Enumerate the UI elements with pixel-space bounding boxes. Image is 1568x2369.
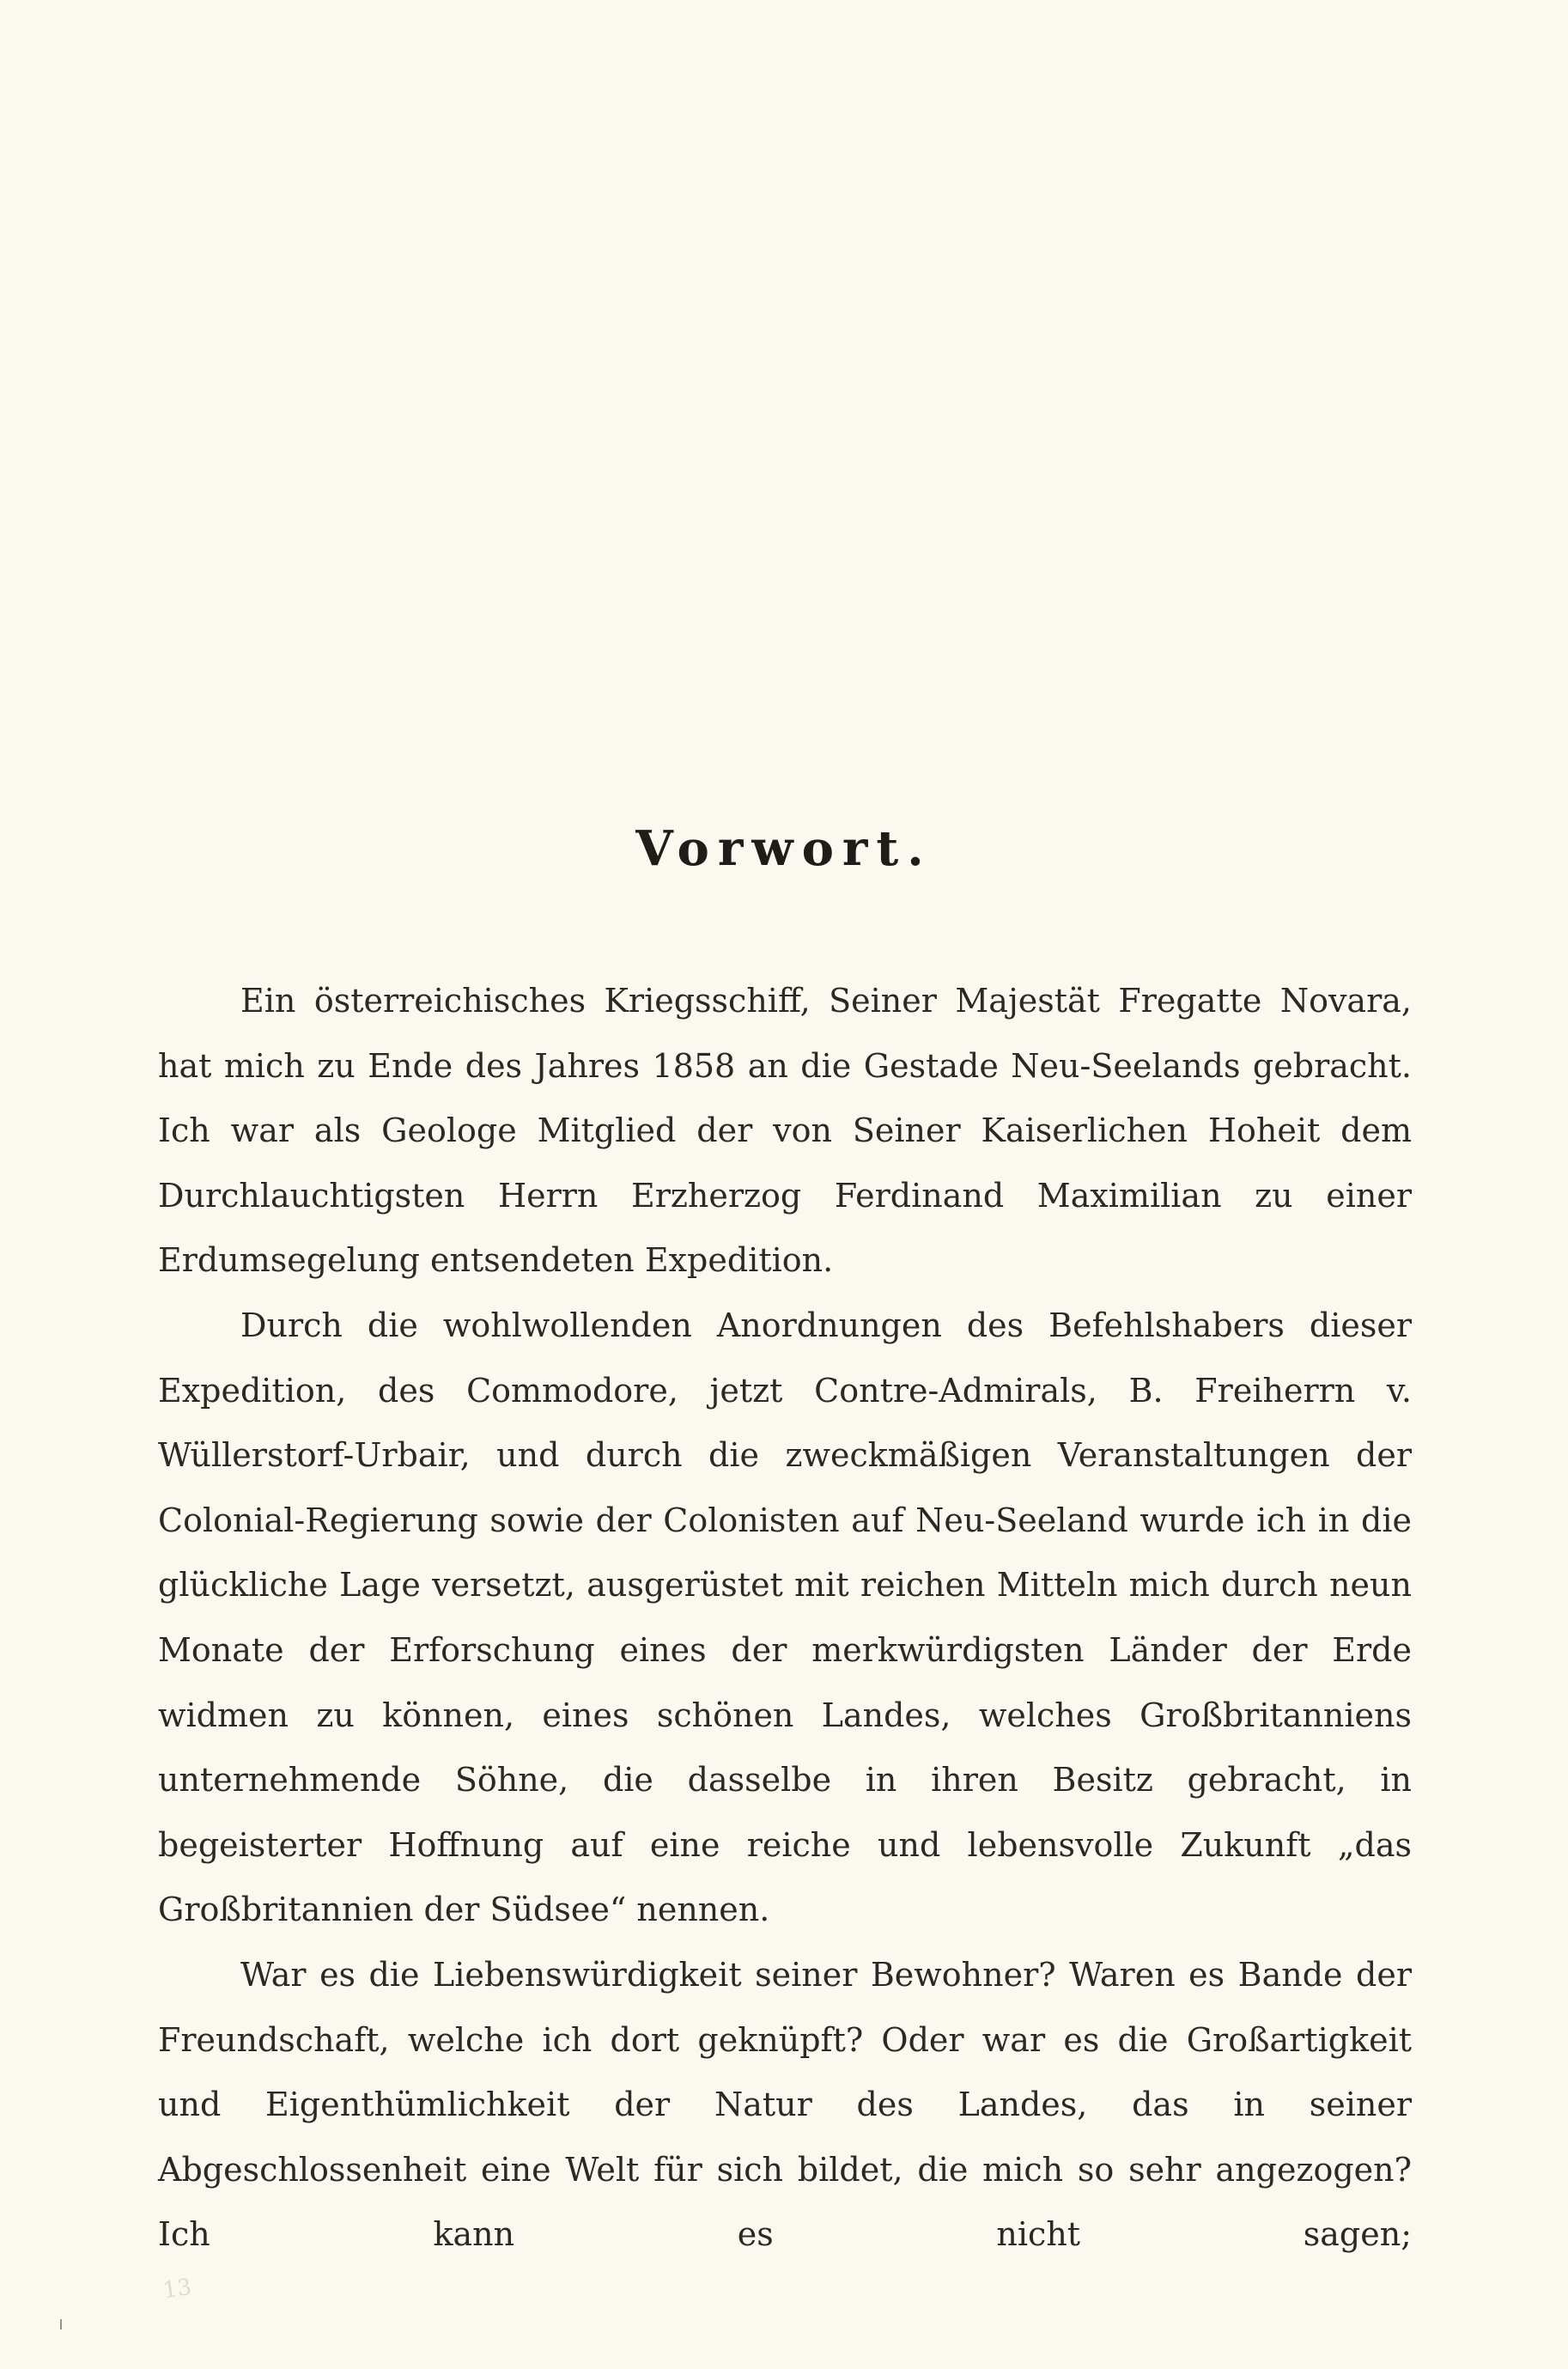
page-title: Vorwort. xyxy=(635,820,933,877)
paragraph-2: Durch die wohlwollenden Anordnungen des Befehlshabers dieser Expedition, des Commodore, jetzt Contre-Admirals, B. Freiherrn v. Wüllerstorf-Urbair, und durch die zweckmäßigen Veranstaltungen der Colonial-Regierung sowie der Colonisten auf Neu-Seeland wurde ich in die glückliche Lage versetzt, ausgerüstet mit reichen Mitteln mich durch neun Monate der Erforschung eines der merkwürdigsten Länder der Erde widmen zu können, eines schönen Landes, welches Großbritanniens unternehmende Söhne, die dasselbe in ihren Besitz gebracht, in begeisterter Hoffnung auf eine reiche und lebensvolle Zukunft „das Großbritannien der Südsee“ nennen. xyxy=(158,1306,1412,1929)
paragraph-3: War es die Liebenswürdigkeit seiner Bewohner? Waren es Bande der Freundschaft, welche ich dort geknüpft? Oder war es die Großartigkeit und Eigenthümlichkeit der Natur des Landes, das in seiner Abgeschlossenheit eine Welt für sich bildet, die mich so sehr angezogen? Ich kann es nicht sagen; xyxy=(158,1955,1412,2254)
margin-tick xyxy=(60,2319,62,2329)
faint-margin-mark: 13 xyxy=(161,2274,194,2305)
preface-text xyxy=(158,969,1412,2268)
paragraph-1: Ein österreichisches Kriegsschiff, Seiner Majestät Fregatte Novara, hat mich zu Ende des Jahres 1858 an die Gestade Neu-Seelands gebracht. Ich war als Geologe Mitglied der von Seiner Kaiserlichen Hoheit dem Durchlauchtigsten Herrn Erzherzog Ferdinand Maximilian zu einer Erdumsegelung entsendeten Expedition. xyxy=(158,982,1412,1280)
